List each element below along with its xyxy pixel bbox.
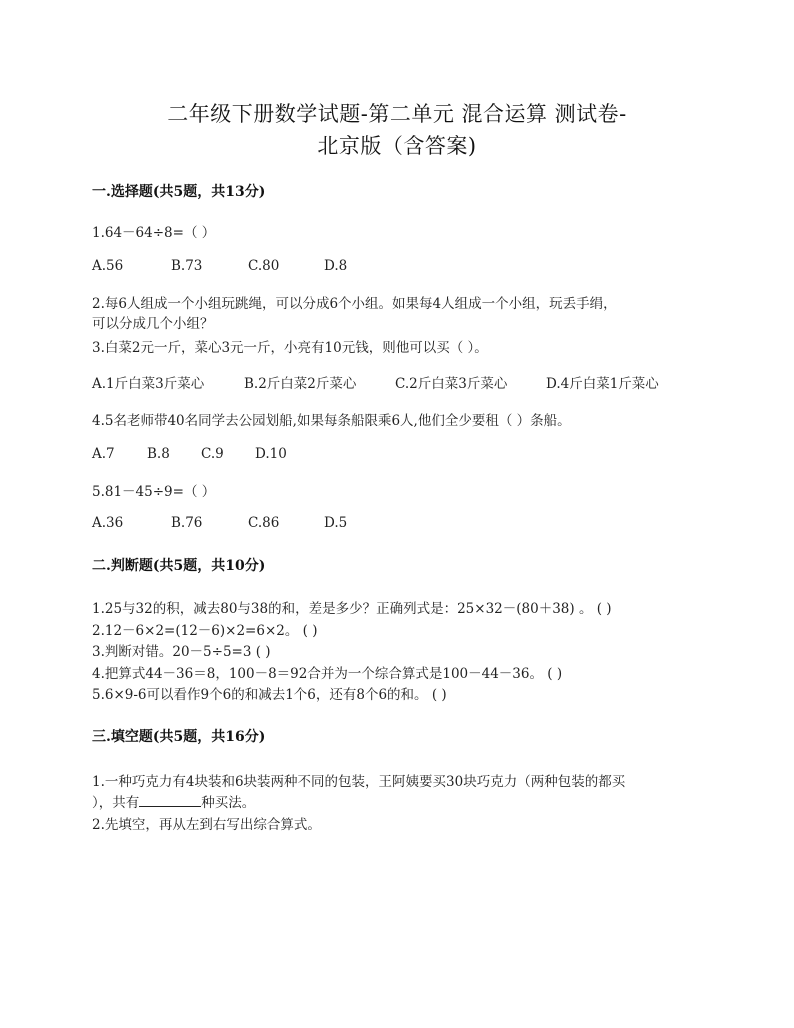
section3-heading: 三.填空题(共5题，共16分): [92, 729, 266, 745]
s1-q4-option-d: D.10: [255, 446, 287, 462]
s1-q3-text: 3.白菜2元一斤，菜心3元一斤，小亮有10元钱，则他可以买（ ）。: [92, 340, 488, 356]
s1-q3-option-a: A.1斤白菜3斤菜心: [92, 376, 205, 392]
s2-item-4: 4.把算式44－36＝8，100－8＝92合并为一个综合算式是100－44－36。 ( ): [92, 666, 563, 682]
s1-q2-line1: 2.每6人组成一个小组玩跳绳，可以分成6个小组。如果每4人组成一个小组，玩丢手绢，: [92, 296, 617, 312]
page-title-line2: 北京版（含答案): [317, 134, 477, 158]
s2-item-3: 3.判断对错。20－5÷5=3 ( ): [92, 644, 271, 660]
s1-q3-option-d: D.4斤白菜1斤菜心: [546, 376, 659, 392]
s3-q1-line2-start: ），共有: [92, 795, 140, 811]
s1-q4-text: 4.5名老师带40名同学去公园划船,如果每条船限乘6人,他们全少要租（ ）条船。: [92, 413, 571, 429]
s3-q1-line2-end: 种买法。: [201, 795, 256, 811]
s1-q1-option-d: D.8: [324, 258, 348, 274]
s1-q4-option-b: B.8: [147, 446, 170, 462]
s1-q1-text: 1.64－64÷8=（ ）: [92, 225, 216, 241]
s3-q2-text: 2.先填空，再从左到右写出综合算式。: [92, 817, 321, 833]
s1-q4-option-c: C.9: [201, 446, 224, 462]
s3-q1-line2: [92, 791, 255, 811]
section2-heading: 二.判断题(共5题，共10分): [92, 558, 266, 574]
s1-q5-option-b: B.76: [171, 515, 203, 531]
s2-item-1: 1.25与32的积，减去80与38的和，差是多少？正确列式是：25×32－(80＋38) 。 ( ): [92, 601, 612, 617]
s1-q3-option-b: B.2斤白菜2斤菜心: [244, 376, 357, 392]
s1-q1-option-b: B.73: [171, 258, 203, 274]
s1-q2-line2: 可以分成几个小组？: [92, 316, 214, 332]
s3-q1-line1: 1.一种巧克力有4块装和6块装两种不同的包装，王阿姨要买30块巧克力（两种包装的都买: [92, 774, 626, 790]
s2-item-2: 2.12－6×2=(12－6)×2=6×2。 ( ): [92, 623, 318, 639]
s1-q5-option-d: D.5: [324, 515, 348, 531]
s1-q5-option-a: A.36: [92, 515, 124, 531]
s1-q1-option-a: A.56: [92, 258, 124, 274]
s1-q3-option-c: C.2斤白菜3斤菜心: [395, 376, 508, 392]
answer-blank[interactable]: [139, 794, 201, 807]
s1-q5-option-c: C.86: [248, 515, 280, 531]
page-title-line1: 二年级下册数学试题-第二单元 混合运算 测试卷-: [167, 102, 627, 126]
s2-item-5: 5.6×9-6可以看作9个6的和减去1个6，还有8个6的和。 ( ): [92, 687, 447, 703]
s1-q5-text: 5.81－45÷9=（ ）: [92, 484, 216, 500]
section1-heading: 一.选择题(共5题，共13分): [92, 184, 266, 200]
s1-q4-option-a: A.7: [92, 446, 115, 462]
s1-q1-option-c: C.80: [248, 258, 280, 274]
